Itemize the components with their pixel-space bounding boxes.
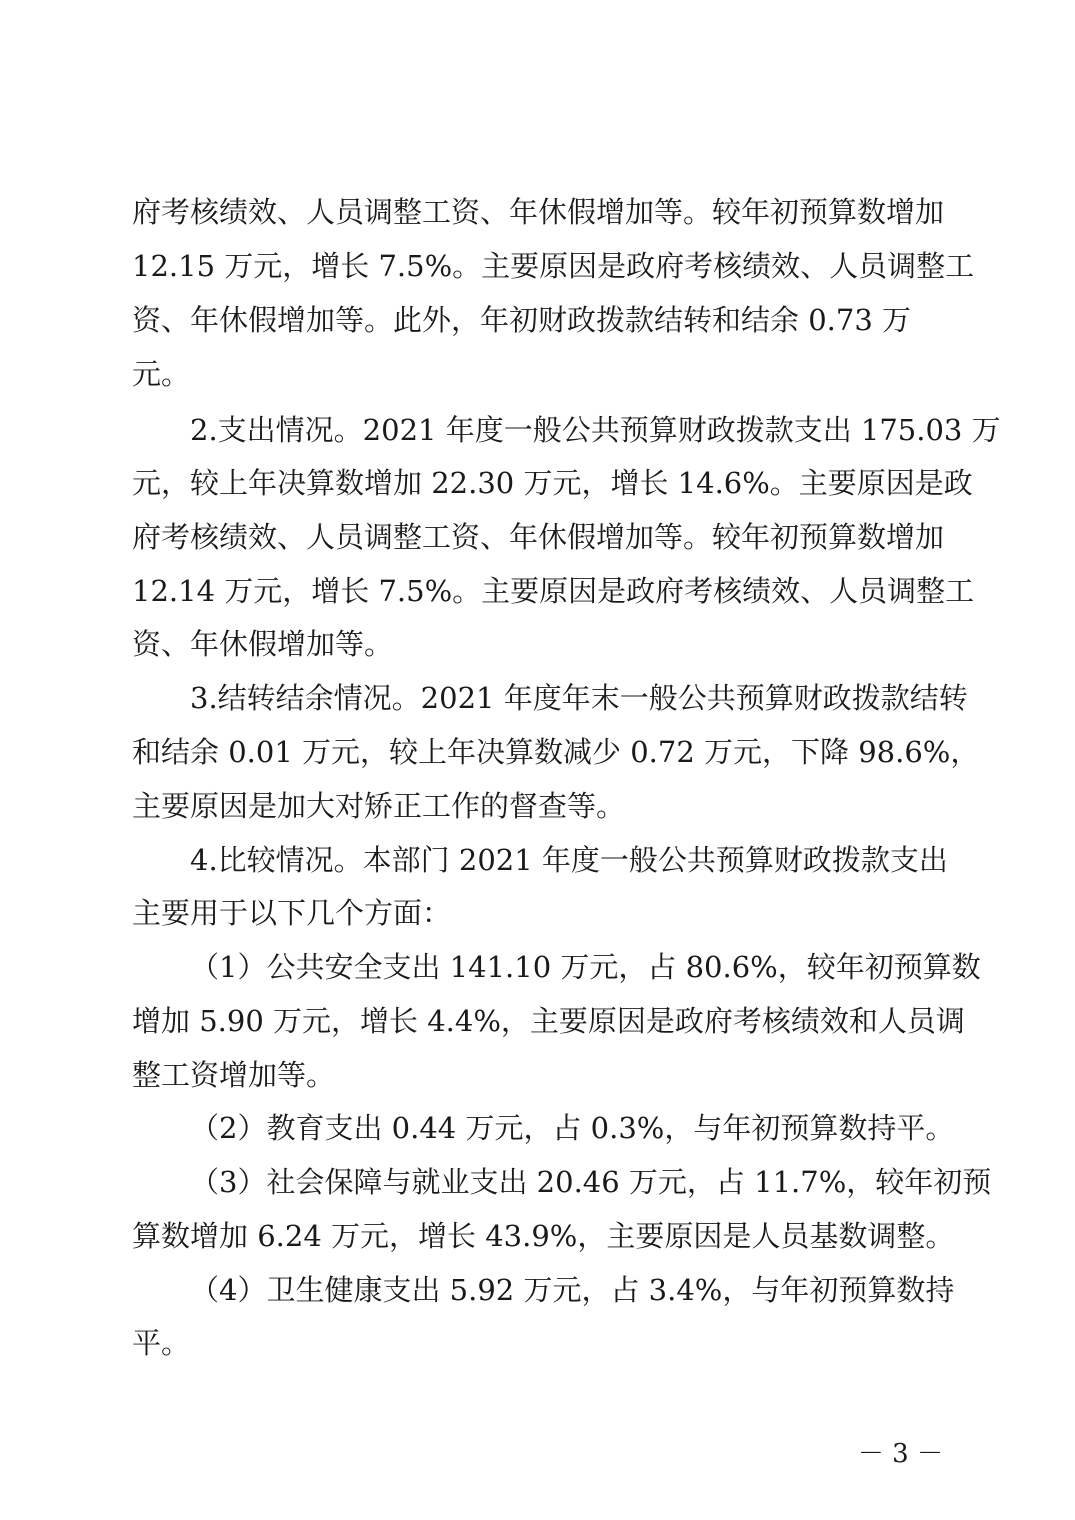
text-line: 资、年休假增加等。此外，年初财政拨款结转和结余 0.73 万 xyxy=(132,303,912,337)
text-line: 3.结转结余情况。2021 年度年末一般公共预算财政拨款结转 xyxy=(190,681,968,715)
text-line: 12.15 万元，增长 7.5%。主要原因是政府考核绩效、人员调整工 xyxy=(132,249,975,283)
text-line: （1）公共安全支出 141.10 万元，占 80.6%，较年初预算数 xyxy=(190,950,981,984)
text-line: 府考核绩效、人员调整工资、年休假增加等。较年初预算数增加 xyxy=(132,520,945,554)
text-line: 整工资增加等。 xyxy=(132,1058,336,1092)
text-line: 4.比较情况。本部门 2021 年度一般公共预算财政拨款支出 xyxy=(190,843,948,877)
text-line: 元，较上年决算数增加 22.30 万元，增长 14.6%。主要原因是政 xyxy=(132,466,973,500)
text-line: 12.14 万元，增长 7.5%。主要原因是政府考核绩效、人员调整工 xyxy=(132,574,975,608)
text-line: 平。 xyxy=(132,1326,191,1360)
text-line: （3）社会保障与就业支出 20.46 万元，占 11.7%，较年初预 xyxy=(190,1165,992,1199)
text-line: 主要用于以下几个方面： xyxy=(132,896,452,930)
text-line: 增加 5.90 万元，增长 4.4%，主要原因是政府考核绩效和人员调 xyxy=(132,1004,965,1038)
text-line: 府考核绩效、人员调整工资、年休假增加等。较年初预算数增加 xyxy=(132,195,945,229)
text-line: 算数增加 6.24 万元，增长 43.9%，主要原因是人员基数调整。 xyxy=(132,1219,955,1253)
text-line: 元。 xyxy=(132,357,191,391)
text-line: （4）卫生健康支出 5.92 万元，占 3.4%，与年初预算数持 xyxy=(190,1273,955,1307)
text-line: 主要原因是加大对矫正工作的督查等。 xyxy=(132,789,626,823)
text-line: （2）教育支出 0.44 万元，占 0.3%，与年初预算数持平。 xyxy=(190,1111,955,1145)
page-number: － 3 － xyxy=(857,1439,943,1469)
text-line: 2.支出情况。2021 年度一般公共预算财政拨款支出 175.03 万 xyxy=(190,413,1001,447)
text-line: 资、年休假增加等。 xyxy=(132,627,394,661)
text-line: 和结余 0.01 万元，较上年决算数减少 0.72 万元，下降 98.6%， xyxy=(132,735,980,769)
